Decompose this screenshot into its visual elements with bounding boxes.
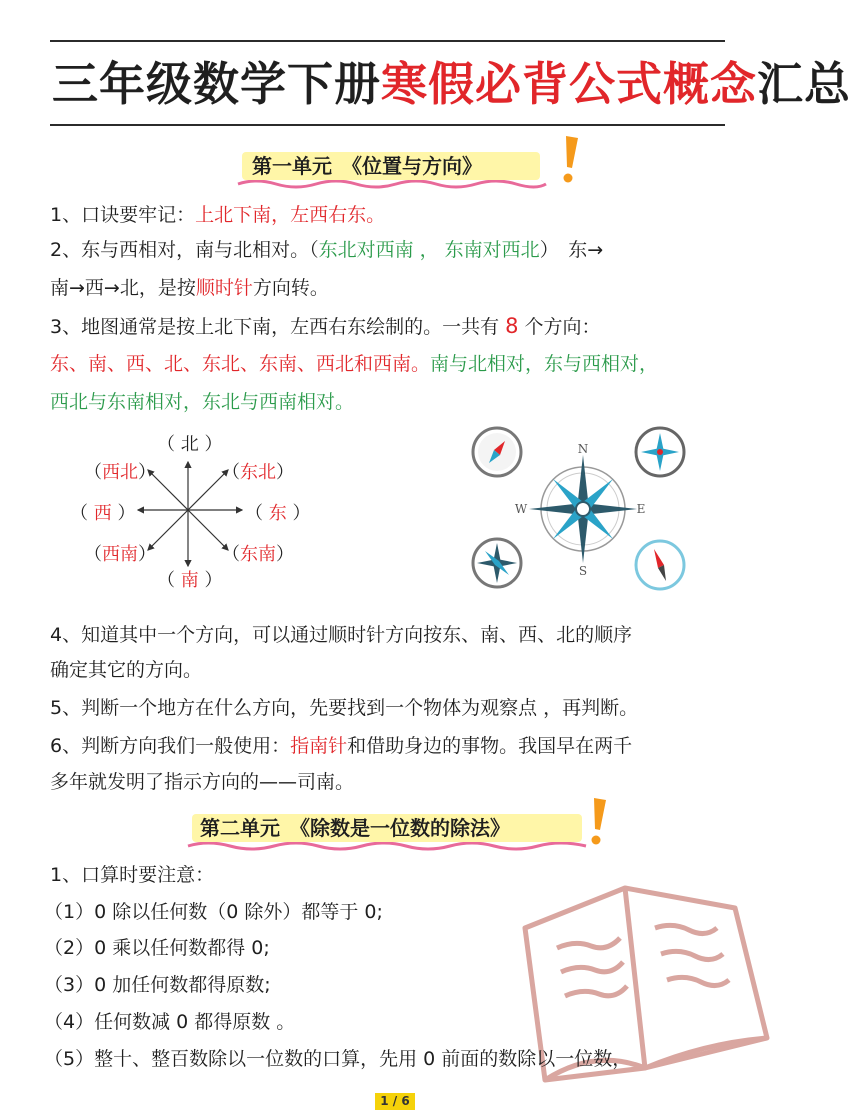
dir-w-label: 西 bbox=[93, 503, 112, 524]
u1-line-3 bbox=[50, 275, 329, 301]
dir-north-label: 北 bbox=[180, 434, 199, 455]
dir-sw-label: 西南 bbox=[102, 544, 138, 565]
unit1-title: 第一单元 《位置与方向》 bbox=[252, 154, 482, 178]
u1-line-6: 西北与东南相对，东北与西南相对。 bbox=[50, 391, 355, 413]
u2-line-2: （1）0 除以任何数（0 除外）都等于 0; bbox=[44, 901, 383, 923]
u1-l4-text: 3、地图通常是按上北下南，左西右东绘制的。一共有 bbox=[50, 316, 506, 338]
compass-rose-icon bbox=[515, 442, 646, 578]
u1-l3-tail: 方向转。 bbox=[252, 277, 329, 299]
dir-northwest: （西北） bbox=[84, 462, 156, 483]
u1-line-5 bbox=[50, 351, 658, 377]
u2-line-6: （5）整十、整百数除以一位数的口算，先用 0 前面的数除以一位数， bbox=[44, 1048, 632, 1070]
u1-line-2 bbox=[50, 237, 603, 263]
u1-l3-text: 南→西→北，是按 bbox=[50, 277, 196, 299]
compass-n: N bbox=[577, 442, 589, 456]
u1-l2-green: 东北对西南 ， 东南对西北 bbox=[318, 239, 540, 261]
compass-e: E bbox=[636, 502, 646, 516]
top-rule bbox=[50, 40, 725, 42]
compass-s: S bbox=[578, 564, 588, 578]
dir-south: （ 南 ） bbox=[157, 570, 223, 591]
title-part-3: 汇总 bbox=[757, 57, 851, 111]
u1-l2-tail: ） 东→ bbox=[539, 239, 604, 261]
u1-l4-tail: 个方向： bbox=[518, 316, 601, 338]
u1-l2-text: 2、东与西相对，南与北相对。（ bbox=[50, 239, 319, 261]
unit2-exclamation-icon bbox=[584, 796, 610, 848]
u1-l4-red: 8 bbox=[505, 314, 519, 338]
u2-line-5: （4）任何数减 0 都得原数 。 bbox=[44, 1011, 296, 1033]
compass-star-small-icon bbox=[473, 539, 521, 587]
u1-l1-red: 上北下南，左西右东。 bbox=[195, 204, 386, 226]
compass-needle-icon bbox=[636, 541, 684, 589]
u1-l5-red: 东、南、西、北、东北、东南、西北和西南。 bbox=[50, 353, 431, 375]
dir-nw-label: 西北 bbox=[102, 462, 138, 483]
dir-e-label: 东 bbox=[268, 503, 287, 524]
compass-illustration bbox=[465, 425, 695, 595]
dir-se-label: 东南 bbox=[240, 544, 276, 565]
dir-west: （ 西 ） bbox=[70, 503, 136, 524]
u1-l5-green: 南与北相对，东与西相对， bbox=[430, 353, 659, 375]
u1-l10-tail: 和借助身边的事物。我国早在两千 bbox=[347, 735, 633, 757]
u1-l1-text: 1、口诀要牢记： bbox=[50, 204, 196, 226]
dir-northeast: （东北） bbox=[222, 462, 294, 483]
u2-line-1: 1、口算时要注意： bbox=[50, 864, 215, 886]
dir-east: （ 东 ） bbox=[245, 503, 311, 524]
u1-line-7: 4、知道其中一个方向，可以通过顺时针方向按东、南、西、北的顺序 bbox=[50, 624, 633, 646]
dir-southeast: （东南） bbox=[222, 544, 294, 565]
title-part-2: 寒假必背公式概念 bbox=[381, 57, 757, 111]
compass-star-icon bbox=[636, 428, 684, 476]
dir-ne-label: 东北 bbox=[240, 462, 276, 483]
page-title bbox=[52, 56, 851, 112]
u1-line-1 bbox=[50, 202, 385, 228]
u1-l10-text: 6、判断方向我们一般使用： bbox=[50, 735, 291, 757]
dir-s-label: 南 bbox=[180, 570, 199, 591]
u1-l10-red: 指南针 bbox=[290, 735, 348, 757]
u2-line-4: （3）0 加任何数都得原数; bbox=[44, 974, 271, 996]
title-rule bbox=[50, 124, 725, 126]
unit2-title: 第二单元 《除数是一位数的除法》 bbox=[200, 816, 510, 840]
compass-small-icon bbox=[473, 428, 521, 476]
dir-southwest: （西南） bbox=[84, 544, 156, 565]
u1-line-4 bbox=[50, 313, 601, 340]
u1-line-8: 确定其它的方向。 bbox=[50, 659, 203, 681]
unit1-exclamation-icon bbox=[556, 134, 582, 186]
u2-line-3: （2）0 乘以任何数都得 0; bbox=[44, 937, 270, 959]
page-indicator: 1 / 6 bbox=[375, 1093, 415, 1110]
compass-w: W bbox=[514, 502, 528, 516]
u1-line-9: 5、判断一个地方在什么方向，先要找到一个物体为观察点 ，再判断。 bbox=[50, 697, 639, 719]
dir-north: （ 北 ） bbox=[157, 434, 223, 455]
u1-line-10 bbox=[50, 733, 632, 759]
u1-line-11: 多年就发明了指示方向的——司南。 bbox=[50, 771, 355, 793]
u1-l3-red: 顺时针 bbox=[195, 277, 253, 299]
title-part-1: 三年级数学下册 bbox=[52, 57, 381, 111]
